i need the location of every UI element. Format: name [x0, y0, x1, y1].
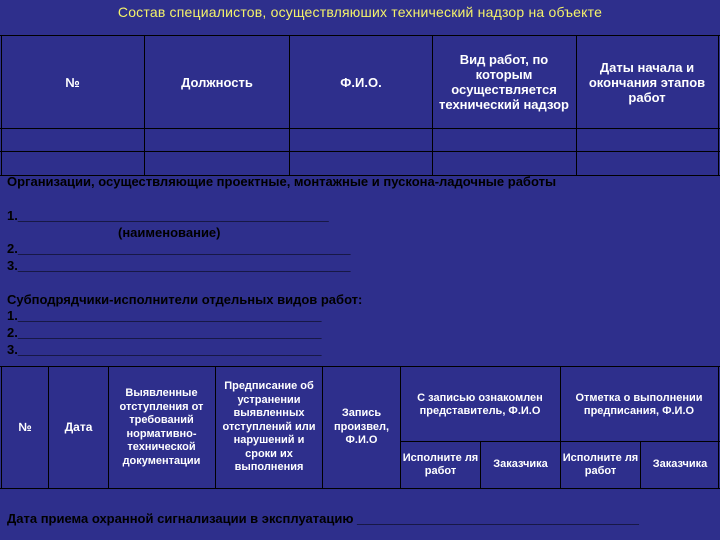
subs-line-1: 1.__________________________________________	[7, 308, 322, 323]
subs-heading: Субподрядчики-исполнители отдельных видов работ:	[7, 292, 363, 307]
t2-header-customer-1: Заказчика	[493, 458, 548, 471]
t2-header-signature: Запись произвел, Ф.И.О	[333, 407, 390, 447]
header-work-type: Вид работ, по которым осуществляется технический надзор	[439, 52, 569, 112]
orgs-line-1: 1.___________________________________________	[7, 208, 329, 223]
subs-line-3: 3.__________________________________________	[7, 342, 322, 357]
t2-header-acquainted: С записью ознакомлен представитель, Ф.И.О	[417, 391, 543, 417]
orgs-heading: Организации, осуществляющие проектные, монтажные и пускона-ладочные работы	[7, 174, 557, 189]
footer-line: Дата приема охранной сигнализации в эксплуатацию _______________________________________	[7, 511, 640, 526]
orgs-line-3: 3.______________________________________________	[7, 258, 351, 273]
t2-header-completion: Отметка о выполнении предписания, Ф.И.О	[575, 391, 703, 417]
subs-line-2: 2.__________________________________________	[7, 325, 322, 340]
t2-header-deviations: Выявленные отступления от требований нормативно-технической документации	[119, 387, 204, 467]
page-title: Состав специалистов, осуществляюших технический надзор на объекте	[117, 4, 603, 20]
t2-header-num: №	[18, 419, 32, 434]
t2-header-executor-2: Исполните ля работ	[562, 451, 639, 477]
header-fio: Ф.И.О.	[340, 74, 382, 90]
orgs-caption: (наименование)	[118, 225, 221, 240]
orgs-line-2: 2.______________________________________________	[7, 241, 351, 256]
header-position: Должность	[181, 74, 253, 90]
t2-header-date: Дата	[64, 419, 93, 434]
t2-header-executor-1: Исполните ля работ	[402, 451, 479, 477]
header-num: №	[65, 74, 80, 90]
t2-header-customer-2: Заказчика	[652, 458, 708, 471]
t2-header-prescription: Предписание об устранении выявленных отступлений или нарушений и сроки их выполнения	[222, 380, 316, 474]
header-dates: Даты начала и окончания этапов работ	[588, 59, 706, 105]
